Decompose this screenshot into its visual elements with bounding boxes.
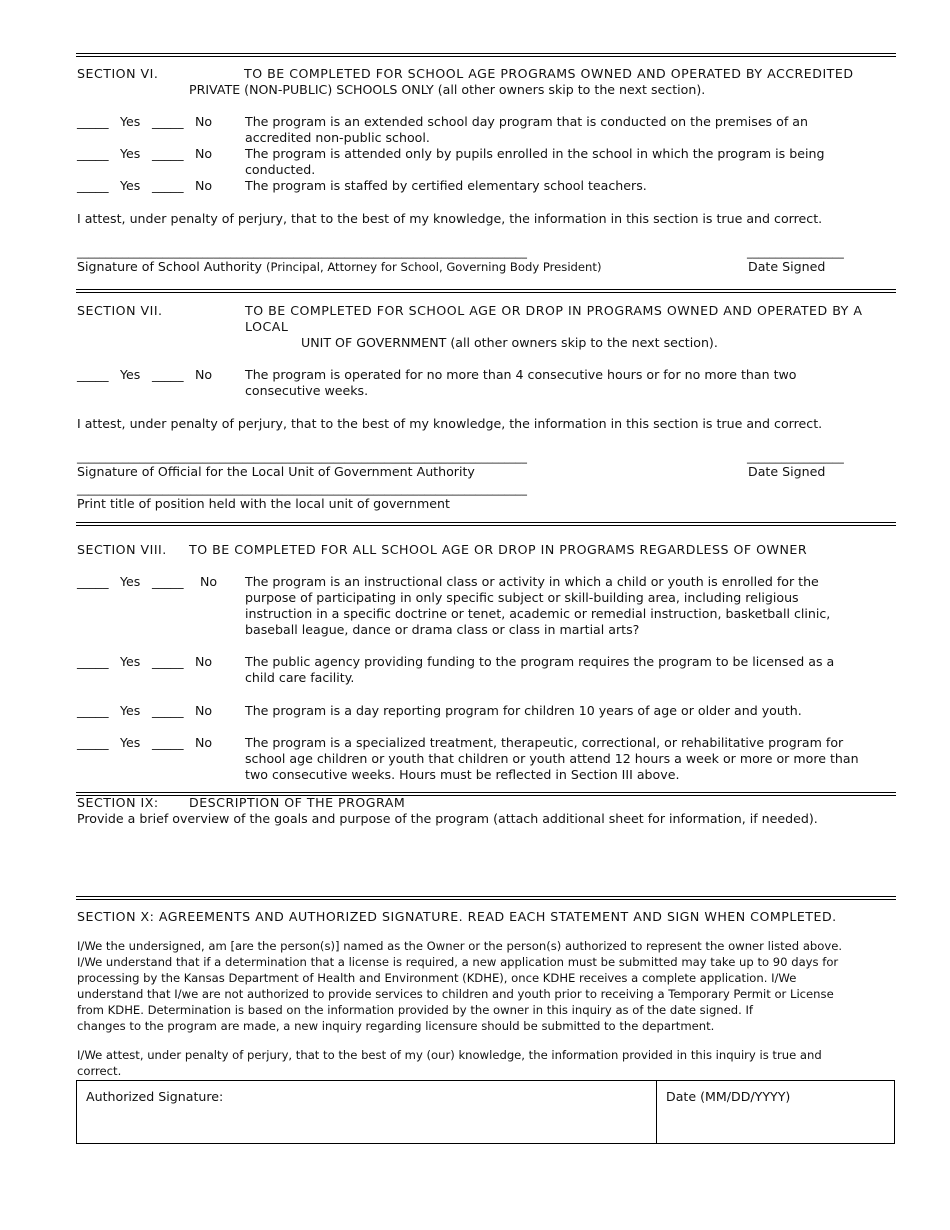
section-6-item-2-line2: conducted. xyxy=(245,162,316,177)
section-6-heading-line2: PRIVATE (NON-PUBLIC) SCHOOLS ONLY (all other owners skip to the next section). xyxy=(189,82,706,97)
no-label: No xyxy=(195,114,213,129)
yes-blank[interactable]: _____ xyxy=(77,178,109,193)
yes-label: Yes xyxy=(120,654,141,669)
section-7-heading-line1: TO BE COMPLETED FOR SCHOOL AGE OR DROP IN PROGRAMS OWNED AND OPERATED BY A xyxy=(245,303,863,318)
section-8-item-1-line4: baseball league, dance or drama class or class in martial arts? xyxy=(245,622,640,637)
no-label: No xyxy=(195,654,213,669)
no-label: No xyxy=(195,367,213,382)
yes-blank[interactable]: _____ xyxy=(77,367,109,382)
yes-label: Yes xyxy=(120,703,141,718)
yes-label: Yes xyxy=(120,367,141,382)
section-10-top-rule xyxy=(76,896,896,900)
section-7-top-rule xyxy=(76,289,896,293)
no-blank[interactable]: _____ xyxy=(152,574,184,589)
section-10-para-line6: changes to the program are made, a new inquiry regarding licensure should be submitted to the department. xyxy=(77,1019,715,1033)
no-label: No xyxy=(195,146,213,161)
section-6-attest: I attest, under penalty of perjury, that to the best of my knowledge, the information in this section is true and correct. xyxy=(77,211,823,226)
section-9-heading: DESCRIPTION OF THE PROGRAM xyxy=(189,795,406,810)
yes-blank[interactable]: _____ xyxy=(77,735,109,750)
signature-box xyxy=(76,1080,895,1144)
no-blank[interactable]: _____ xyxy=(152,367,184,382)
section-10-para-line4: understand that I/we are not authorized to provide services to children and youth prior to receiving a Temporary Permit or License xyxy=(77,987,834,1001)
section-6-signature-label xyxy=(77,259,601,275)
section-7-title-label: Print title of position held with the local unit of government xyxy=(77,496,450,511)
section-10-attest-line1: I/We attest, under penalty of perjury, that to the best of my (our) knowledge, the information provided in this inquiry is true and xyxy=(77,1048,822,1062)
section-7-heading-line3: UNIT OF GOVERNMENT (all other owners skip to the next section). xyxy=(301,335,718,350)
section-8-top-rule xyxy=(76,522,896,526)
section-6-item-1-line2: accredited non-public school. xyxy=(245,130,430,145)
section-9-label: SECTION IX: xyxy=(77,795,159,810)
date-field[interactable] xyxy=(657,1081,894,1143)
no-blank[interactable]: _____ xyxy=(152,114,184,129)
yes-label: Yes xyxy=(120,146,141,161)
authorized-signature-label: Authorized Signature: xyxy=(86,1089,224,1104)
section-9-instruction: Provide a brief overview of the goals and purpose of the program (attach additional sheet for information, if needed). xyxy=(77,811,818,826)
section-6-date-line[interactable]: _________________ xyxy=(747,245,844,259)
section-7-signature-line[interactable]: _______________________________________________________________________________ xyxy=(77,450,527,464)
section-7-signature-label: Signature of Official for the Local Unit of Government Authority xyxy=(77,464,475,479)
section-6-label: SECTION VI. xyxy=(77,66,159,81)
yes-blank[interactable]: _____ xyxy=(77,114,109,129)
section-7-date-label: Date Signed xyxy=(748,464,826,479)
section-10-attest-line2: correct. xyxy=(77,1064,122,1078)
program-description-area[interactable] xyxy=(76,830,896,892)
yes-blank[interactable]: _____ xyxy=(77,146,109,161)
section-7-date-line[interactable]: _________________ xyxy=(747,450,844,464)
section-8-heading: TO BE COMPLETED FOR ALL SCHOOL AGE OR DROP IN PROGRAMS REGARDLESS OF OWNER xyxy=(189,542,808,557)
no-blank[interactable]: _____ xyxy=(152,735,184,750)
section-7-item-1-line2: consecutive weeks. xyxy=(245,383,369,398)
section-7-title-line[interactable]: _______________________________________________________________________________ xyxy=(77,482,527,496)
section-8-item-3-line1: The program is a day reporting program for children 10 years of age or older and youth. xyxy=(245,703,802,718)
section-6-item-1-line1: The program is an extended school day program that is conducted on the premises of an xyxy=(245,114,808,129)
no-blank[interactable]: _____ xyxy=(152,654,184,669)
section-10-para-line1: I/We the undersigned, am [are the person(s)] named as the Owner or the person(s) authorized to represent the owner listed above. xyxy=(77,939,843,953)
date-field-label: Date (MM/DD/YYYY) xyxy=(666,1089,791,1104)
section-8-label: SECTION VIII. xyxy=(77,542,167,557)
section-8-item-4-line1: The program is a specialized treatment, therapeutic, correctional, or rehabilitative program for xyxy=(245,735,844,750)
section-7-label: SECTION VII. xyxy=(77,303,163,318)
section-8-item-4-line3: two consecutive weeks. Hours must be reflected in Section III above. xyxy=(245,767,680,782)
no-blank[interactable]: _____ xyxy=(152,146,184,161)
no-blank[interactable]: _____ xyxy=(152,178,184,193)
no-label: No xyxy=(200,574,218,589)
yes-label: Yes xyxy=(120,574,141,589)
section-6-top-rule xyxy=(76,53,896,57)
section-10-heading: SECTION X: AGREEMENTS AND AUTHORIZED SIGNATURE. READ EACH STATEMENT AND SIGN WHEN COMPLETED. xyxy=(77,909,837,924)
section-8-item-4-line2: school age children or youth that children or youth attend 12 hours a week or more or more than xyxy=(245,751,859,766)
section-7-item-1-line1: The program is operated for no more than 4 consecutive hours or for no more than two xyxy=(245,367,797,382)
yes-blank[interactable]: _____ xyxy=(77,574,109,589)
section-10-para-line2: I/We understand that if a determination that a license is required, a new application must be submitted may take up to 90 days for xyxy=(77,955,839,969)
no-blank[interactable]: _____ xyxy=(152,703,184,718)
yes-label: Yes xyxy=(120,178,141,193)
no-label: No xyxy=(195,735,213,750)
signature-label-detail: (Principal, Attorney for School, Governing Body President) xyxy=(266,260,602,274)
no-label: No xyxy=(195,703,213,718)
signature-label-text: Signature of School Authority xyxy=(77,259,263,274)
yes-label: Yes xyxy=(120,735,141,750)
section-7-attest: I attest, under penalty of perjury, that to the best of my knowledge, the information in this section is true and correct. xyxy=(77,416,823,431)
section-6-heading-line1: TO BE COMPLETED FOR SCHOOL AGE PROGRAMS OWNED AND OPERATED BY ACCREDITED xyxy=(244,66,854,81)
section-7-heading-line2: LOCAL xyxy=(245,319,289,334)
yes-blank[interactable]: _____ xyxy=(77,654,109,669)
section-6-signature-line[interactable]: _______________________________________________________________________________ xyxy=(77,245,527,259)
section-10-para-line3: processing by the Kansas Department of Health and Environment (KDHE), once KDHE receives a complete application. I/We xyxy=(77,971,797,985)
section-8-item-2-line1: The public agency providing funding to the program requires the program to be licensed as a xyxy=(245,654,835,669)
section-8-item-1-line2: purpose of participating in only specific subject or skill-building area, including religious xyxy=(245,590,799,605)
no-label: No xyxy=(195,178,213,193)
section-8-item-1-line3: instruction in a specific doctrine or tenet, academic or remedial instruction, basketball clinic, xyxy=(245,606,831,621)
section-6-item-3-line1: The program is staffed by certified elementary school teachers. xyxy=(245,178,647,193)
section-8-item-2-line2: child care facility. xyxy=(245,670,355,685)
yes-blank[interactable]: _____ xyxy=(77,703,109,718)
authorized-signature-field[interactable] xyxy=(77,1081,655,1143)
section-6-date-label: Date Signed xyxy=(748,259,826,274)
section-8-item-1-line1: The program is an instructional class or activity in which a child or youth is enrolled for the xyxy=(245,574,819,589)
section-10-para-line5: from KDHE. Determination is based on the information provided by the owner in this inquiry as of the date signed. If xyxy=(77,1003,754,1017)
section-6-item-2-line1: The program is attended only by pupils enrolled in the school in which the program is being xyxy=(245,146,825,161)
yes-label: Yes xyxy=(120,114,141,129)
